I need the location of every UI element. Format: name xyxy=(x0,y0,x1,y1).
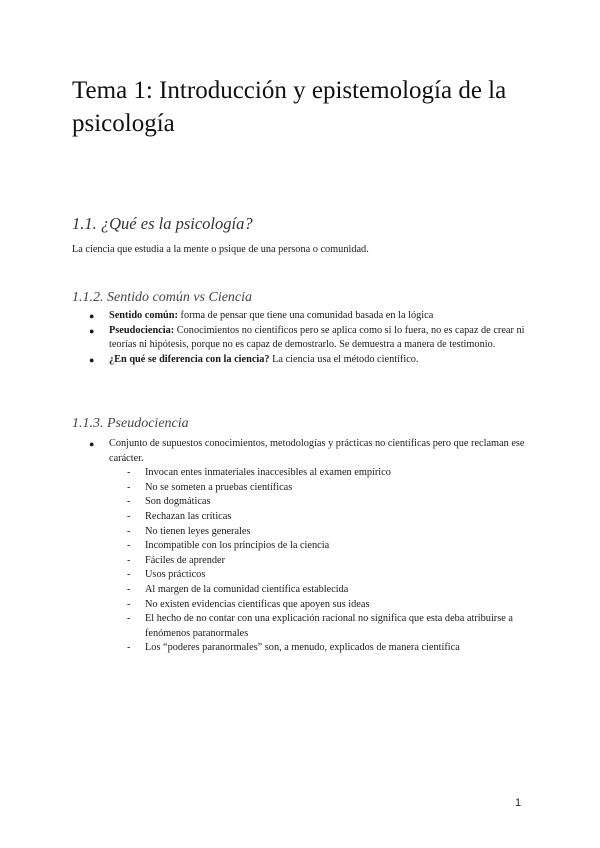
list-item xyxy=(127,466,532,481)
trait-text: Son dogmáticas xyxy=(145,496,211,508)
pseudoscience-traits-list xyxy=(109,466,532,656)
list-item xyxy=(127,598,532,613)
section-heading-pseudoscience: 1.1.3. Pseudociencia xyxy=(72,416,189,431)
section-heading-common-sense-vs-science: 1.1.2. Sentido común vs Ciencia xyxy=(72,290,253,305)
list-item xyxy=(127,510,532,525)
term-label: Sentido común: xyxy=(109,310,178,321)
trait-text: No se someten a pruebas científicas xyxy=(145,481,293,493)
dash-icon: - xyxy=(127,496,131,508)
dash-icon: - xyxy=(127,554,131,566)
trait-text: Al margen de la comunidad científica establecida xyxy=(145,583,349,595)
trait-text: Invocan entes inmateriales inaccesibles al examen empírico xyxy=(145,467,391,479)
trait-text: Rechazan las críticas xyxy=(145,510,232,522)
pseudoscience-definition: Conjunto de supuestos conocimientos, metodologías y prácticas no científicas pero que reclaman ese carácter. xyxy=(109,438,525,464)
list-item xyxy=(127,568,532,583)
dash-icon: - xyxy=(127,569,131,581)
trait-text: El hecho de no contar con una explicación racional no significa que esta deba atribuirse a fenómenos paranormales xyxy=(145,613,513,639)
term-description: Conocimientos no científicos pero se aplica como si lo fuera, no es capaz de crear ni teorías ni hipótesis, porque no es capaz de demostrarlo. Se demuestra a manera de testimonio. xyxy=(109,324,525,351)
term-description: forma de pensar que tiene una comunidad basada en la lógica xyxy=(177,310,434,321)
dash-icon: - xyxy=(127,583,131,595)
dash-icon: - xyxy=(127,481,131,493)
definition-paragraph: La ciencia que estudia a la mente o psique de una persona o comunidad. xyxy=(72,244,369,255)
trait-text: Los “poderes paranormales” son, a menudo, explicados de manera científica xyxy=(145,642,460,654)
list-item xyxy=(127,554,532,569)
term-label: ¿En qué se diferencia con la ciencia? xyxy=(109,353,270,365)
trait-text: Fáciles de aprender xyxy=(145,554,226,566)
term-label: Pseudociencia: xyxy=(109,324,175,336)
bullet-icon: ● xyxy=(89,354,95,365)
list-item xyxy=(72,324,532,353)
dash-icon: - xyxy=(127,598,131,610)
list-item xyxy=(127,641,532,656)
trait-text: Usos prácticos xyxy=(145,569,206,581)
pseudoscience-bullet-list xyxy=(72,437,532,656)
bullet-icon: ● xyxy=(89,439,95,449)
bullet-icon: ● xyxy=(89,325,95,336)
list-item xyxy=(127,539,532,554)
list-item xyxy=(127,525,532,540)
trait-text: No tienen leyes generales xyxy=(145,525,251,537)
trait-text: No existen evidencias científicas que apoyen sus ideas xyxy=(145,598,370,610)
section-heading-what-is-psychology: 1.1. ¿Qué es la psicología? xyxy=(72,214,253,233)
dash-icon: - xyxy=(127,642,131,654)
list-item xyxy=(72,437,532,656)
dash-icon: - xyxy=(127,540,131,552)
list-item xyxy=(72,309,532,324)
page-number: 1 xyxy=(515,797,522,809)
page-title: Tema 1: Introducción y epistemología de la psicología xyxy=(72,77,507,137)
dash-icon: - xyxy=(127,510,131,522)
trait-text: Incompatible con los principios de la ciencia xyxy=(145,540,330,552)
bullet-icon: ● xyxy=(89,311,95,321)
dash-icon: - xyxy=(127,467,131,479)
dash-icon: - xyxy=(127,613,131,625)
common-sense-bullet-list xyxy=(72,309,532,367)
term-description: La ciencia usa el método científico. xyxy=(269,353,419,365)
list-item xyxy=(127,495,532,510)
list-item xyxy=(127,612,532,641)
list-item xyxy=(127,583,532,598)
dash-icon: - xyxy=(127,525,131,537)
list-item xyxy=(127,481,532,496)
list-item xyxy=(72,353,532,368)
